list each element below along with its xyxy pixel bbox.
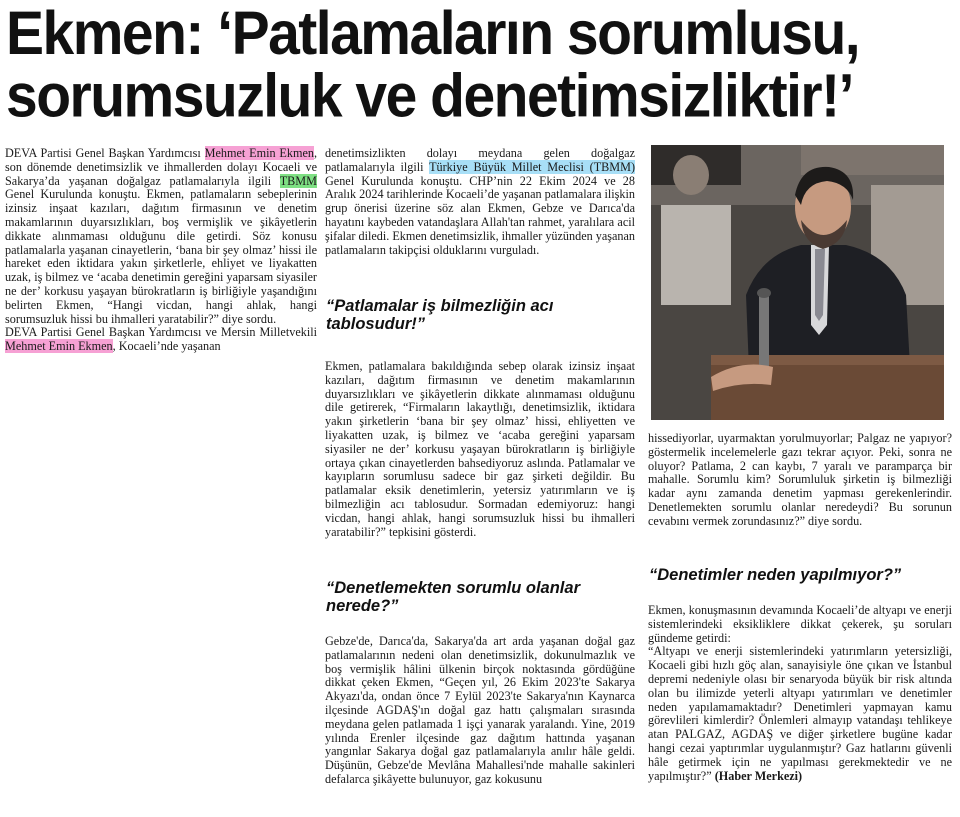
headline-line1: Ekmen: ‘Patlamaların sorumlusu, [6, 0, 860, 68]
text: denetimsizlikten dolayı meydana gelen doğalgaz patlamalarıyla ilgili [325, 146, 635, 174]
text: Genel Kurulunda konuştu. Ekmen, patlamaların sebeplerinin izinsiz inşaat kazıları, dağıtım firmasının ve denetim makamlarının duyarsızlıkları, boş vermişlik ve şikâyetlerin dikkate alınmaması olduğunu dile getirdi. Söz konusu patlamalarla yaşanan cinayetlerin, ‘bana bir şey olmaz’ hissi ile hareket eden iktidara yakın şirketlerle, ehliyet ve liyakatten uzak, iş bilmez ve ‘acaba denetimin gereğini yaparsam siyasiler ne der’ korkusu yaşayan bürokratların iş birliğiyle yaşandığını belirten Ekmen, “Hangi vicdan, hangi ahlak, hangi sorumsuzluk hissi bu ihmalleri yaratabilir?” diye sordu. [5, 187, 317, 326]
subheading-3: “Denetimler neden yapılmıyor?” [649, 566, 902, 584]
paragraph: Ekmen, konuşmasının devamında Kocaeli’de altyapı ve enerji sistemlerindeki eksikliklere dikkat çekerek, şu soruları gündeme getirdi: [648, 603, 952, 645]
headline [6, 0, 956, 131]
highlight-name: Mehmet Emin Ekmen [204, 146, 314, 160]
byline: (Haber Merkezi) [714, 768, 803, 783]
paragraph [648, 645, 952, 783]
paragraph [5, 147, 317, 326]
highlight-tbmm: TBMM [279, 173, 317, 188]
paragraph: Gebze'de, Darıca'da, Sakarya'da art arda yaşanan doğal gaz patlamalarının nedeni olan denetimsizlik, dokunulmazlık ve boş vermişlik hâlini ülkenin birçok noktasında gördüğüne dikkat çeken Ekmen, “Geçen yıl, 26 Ekim 2023'te Sakarya Akyazı'da, ondan önce 7 Eylül 2023'te Sakarya'nın Kaynarca ilçesinde AGDAŞ'ın doğal gaz hattı çalışmaları sırasında meydana gelen patlamada 1 işçi yanarak yaralandı. Yine, 2019 yılında Erenler ilçesinde gaz dağıtım hattında yaşanan yangınlar Sakarya doğal gaz patlamalarıyla anılır hâle geldi. Düşünün, Gebze'de Mevlâna Mahallesi'nde mahalle sakinleri defalarca şikâyette bulunuyor, gaz kokusunu [325, 634, 635, 786]
text: , Kocaeli’nde yaşanan [112, 339, 221, 354]
column-2-mid [325, 360, 635, 539]
text: , son dönemde denetimsizlik ve ihmallerden dolayı Kocaeli ve Sakarya’da yaşanan doğalgaz patlamalarıyla ilgili [5, 146, 317, 188]
text: DEVA Partisi Genel Başkan Yardımcısı [5, 146, 205, 160]
text: “Altyapı ve enerji sistemlerindeki yatırımların yetersizliği, Kocaeli gibi hızlı göç alan, sanayisiyle öne çıkan ve İstanbul depremi nedeniyle olası bir senaryoda büyük bir risk altında olan bu ilimizde yeterli altyapı yatırımları ve denetimler neden yapılamamaktadır? Denetimleri yapmayan kamu görevlileri kimlerdir? Önlemleri almayıp vatandaşı tehlikeye atan PALGAZ, AGDAŞ ve diğer şirketlere bugüne kadar hangi cezai yaptırımlar uygulanmıştır? Gaz hatlarını güvenli hâle getirmek için ne yapılması gerekmektedir ve ne yapılmıştır?” [648, 644, 952, 783]
column-2-top [325, 147, 635, 257]
paragraph: Ekmen, patlamalara bakıldığında sebep olarak izinsiz inşaat kazıları, dağıtım firmasının ve denetim makamlarının duyarsızlıkları ve şikâyetlerin dikkate alınmaması olduğunu dile getirerek, “Firmaların lakaytlığı, denetimsizlik, iktidara yakın şirketlerin ‘bana bir şey olmaz’ hissi, ehliyetten ve liyakatten uzak, iş bilmez ve ‘acaba gereğini yaparsam siyasiler ne der’ korkusu yaşayan bürokratların iş birliğiyle ortaya çıkan cinayetlerden bahsediyoruz aslında. Patlamalar ve kayıpların sorumlusu sadece bir gaz şirketi değildir. Bu patlamalar eksik denetimlerin, yetersiz yatırımların ve iş bilmezliğin acı tablosudur. Sormadan edemiyoruz: hangi vicdan, hangi ahlak, hangi sorumsuzluk hissi bu ihmalleri yaratabilir?” tepkisini gösterdi. [325, 359, 635, 539]
headline-line2: sorumsuzluk ve denetimsizliktir!’ [6, 61, 853, 131]
highlight-name: Mehmet Emin Ekmen [5, 339, 113, 354]
column-1 [5, 147, 317, 354]
speaker-photo [651, 145, 944, 420]
paragraph: hissediyorlar, uyarmaktan yorulmuyorlar; Palgaz ne yapıyor? göstermelik incelemelerle gazı tekrar açıyor. Peki, sonra ne oluyor? Patlama, 2 can kaybı, 7 yaralı ve paramparça bir mahalle. Sorumlu kim? Sorumluluk şirketin iş bilmezliği kadar aynı zamanda denetim yapması gerekenlerindir. Denetlemekten sorumlu olanlar neredeydi? Bu sorunun cevabını vermek zorundasınız?” diye sordu. [648, 431, 952, 528]
column-3-bottom [648, 604, 952, 783]
paragraph [325, 147, 635, 257]
highlight-tbmm: Türkiye Büyük Millet Meclisi (TBMM) [429, 159, 635, 174]
text: DEVA Partisi Genel Başkan Yardımcısı ve Mersin Milletvekili [5, 325, 317, 340]
subheading-1: “Patlamalar iş bilmezliğin acı tablosudur!” [326, 297, 554, 333]
text: Genel Kurulunda konuştu. CHP’nin 22 Ekim 2024 ve 28 Aralık 2024 tarihlerinde Kocaeli’de yaşanan patlamalara ilişkin grup önerisi üzerine söz alan Ekmen, Gebze ve Darıca'da hayatını kaybeden vatandaşlara Allah'tan rahmet, yaralılara acil şifalar diledi. Ekmen denetimsizlik, ihmaller yüzünden yaşanan patlamaların takipçisi olduklarını vurguladı. [325, 173, 636, 257]
paragraph [5, 326, 317, 354]
column-3-top [648, 432, 952, 529]
article-photo [651, 145, 944, 420]
subheading-2: “Denetlemekten sorumlu olanlar nerede?” [326, 579, 580, 615]
column-2-bottom [325, 635, 635, 787]
